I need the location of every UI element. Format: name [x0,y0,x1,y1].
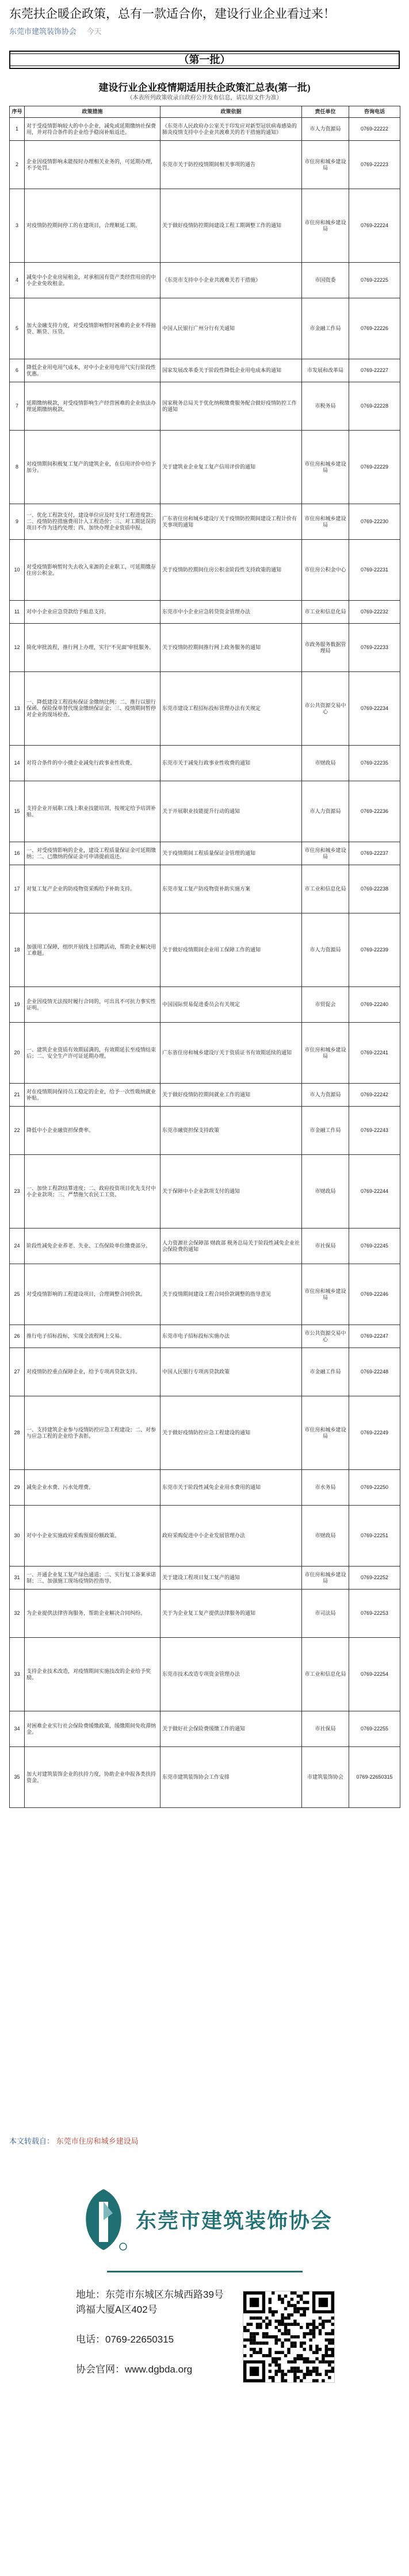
cell-unit: 市工业和信息化局 [302,865,349,913]
cell-phone: 0769-22250 [349,1470,400,1506]
table-row [10,672,400,746]
cell-measure: 一、建筑企业资质有效期届满的，有效期延长至疫情结束后；二、安全生产许可证延期办理。 [25,1023,160,1084]
cell-phone: 0769-22243 [349,1107,400,1155]
cell-measure: 阶段性减免企业养老、失业、工伤保险单位缴费部分。 [25,1229,160,1264]
table-row [10,1470,400,1506]
cell-phone: 0769-22230 [349,504,400,540]
cell-measure: 对复工复产企业的防疫物资采购给予补助支持。 [25,865,160,913]
article-header [0,0,409,37]
cell-no: 2 [10,141,25,189]
batch-banner [9,51,400,69]
table-row [10,746,400,781]
header-basis: 政策依据 [160,106,302,118]
cell-unit: 市住房和城乡建设局 [302,189,349,263]
cell-no: 27 [10,1348,25,1396]
cell-measure: 加强用工保障，组织开展线上招聘活动，帮助企业解决用工难题。 [25,913,160,987]
cell-measure: 降低企业用电用气成本，对中小企业用电用气实行阶段性优惠。 [25,359,160,382]
cell-no: 28 [10,1396,25,1470]
cell-measure: 对在疫情期间保持员工稳定的企业，给予一次性吸纳就业补贴。 [25,1084,160,1107]
table-row [10,1567,400,1590]
cell-basis: 东莞市中小企业应急转贷资金管理办法 [160,601,302,624]
cell-no: 8 [10,431,25,504]
cell-no: 35 [10,1747,25,1808]
table-row [10,298,400,359]
table-row [10,1348,400,1396]
cell-basis: 关于疫情防控期间住房公积金阶段性支持政策的通知 [160,540,302,601]
cell-no: 10 [10,540,25,601]
cell-basis: 东莞市融资担保支持政策 [160,1107,302,1155]
cell-unit: 市人力资源局 [302,118,349,141]
cell-basis: 关于疫情防控期间推行网上政务服务的通知 [160,624,302,672]
cell-phone: 0769-22244 [349,1155,400,1229]
cell-unit: 市金融工作局 [302,298,349,359]
cell-phone: 0769-22254 [349,1638,400,1711]
table-row [10,1264,400,1325]
cell-measure: 对符合条件的中小微企业减免行政事业性收费。 [25,746,160,781]
cell-unit: 市财政局 [302,1155,349,1229]
policy-table [9,106,400,1808]
table-row [10,189,400,263]
cell-basis: 关于开展职业技能提升行动的通知 [160,781,302,842]
cell-measure: 企业因疫情影响未能按时办理相关业务的，可延期办理，不予处罚。 [25,141,160,189]
cell-phone: 0769-22229 [349,431,400,504]
cell-no: 1 [10,118,25,141]
cell-phone: 0769-22240 [349,987,400,1023]
cell-basis: 东莞市建筑装饰协会工作安排 [160,1747,302,1808]
cell-measure: 一、对受疫情影响的企业，建设工程质量保证金可延期缴纳；二、已缴纳的保证金可申请提前返还。 [25,842,160,865]
cell-basis: 东莞市复工复产防疫物资补助实施方案 [160,865,302,913]
cell-measure: 一、优化工程款支付，建设单位应及时支付工程进度款；二、疫情防控措施费用计入工程造价；三、对工期延误的项目不作为违约处理；四、加快办理企业资质申报。 [25,504,160,540]
cell-no: 23 [10,1155,25,1229]
cell-unit: 市建筑装饰协会 [302,1747,349,1808]
cell-unit: 市住房和城乡建设局 [302,504,349,540]
contact-lines [76,2287,225,2392]
cell-phone: 0769-22227 [349,359,400,382]
cell-no: 4 [10,263,25,298]
source-label: 本文转载自： [9,2137,55,2145]
table-body [10,118,400,1808]
cell-unit: 市国资委 [302,263,349,298]
cell-phone: 0769-22255 [349,1711,400,1747]
cell-basis: 东莞市关于防控疫情期间相关事项的通告 [160,141,302,189]
cell-no: 18 [10,913,25,987]
cell-measure: 加大对建筑装饰企业的扶持力度，协助企业申报各类扶持资金。 [25,1747,160,1808]
cell-no: 31 [10,1567,25,1590]
website-line[interactable]: 协会官网：www.dgbda.org [76,2364,193,2375]
cell-unit: 市住房和城乡建设局 [302,1396,349,1470]
cell-basis: 《东莞市人民政府办公室关于印发应对新型冠状病毒感染的肺炎疫情支持中小企业共渡难关的若干措施的通知》 [160,118,302,141]
cell-unit: 市司法局 [302,1590,349,1638]
cell-unit: 市社保局 [302,1711,349,1747]
cell-unit: 市发展和改革局 [302,359,349,382]
cell-basis: 东莞市建设工程招标投标管理办法有关规定 [160,672,302,746]
cell-phone: 0769-22252 [349,1567,400,1590]
contact-block [76,2287,360,2529]
cell-measure: 对困难企业实行社会保险费缓缴政策，缓缴期间免收滞纳金。 [25,1711,160,1747]
table-row [10,1506,400,1567]
cell-phone: 0769-22222 [349,118,400,141]
cell-measure: 减免企业水费、污水处理费。 [25,1470,160,1506]
cell-unit: 市住房和城乡建设局 [302,1023,349,1084]
batch-banner-label: （第一批） [178,54,231,66]
cell-measure: 支持企业开展职工线上职业技能培训，按规定给予培训补贴。 [25,781,160,842]
cell-basis: 关于建设工程项目复工复产的通知 [160,1567,302,1590]
cell-basis: 关于疫情期间建设工程合同价款调整的指导意见 [160,1264,302,1325]
cell-no: 25 [10,1264,25,1325]
cell-unit: 市人力资源局 [302,781,349,842]
cell-basis: 关于做好疫情防控期间就业工作的通知 [160,1084,302,1107]
cell-no: 26 [10,1325,25,1348]
cell-no: 13 [10,672,25,746]
association-name: 东莞市建筑装饰协会 [135,2208,332,2232]
table-row [10,1084,400,1107]
table-row [10,382,400,431]
cell-basis: 关于为企业复工复产提供法律服务的通知 [160,1590,302,1638]
cell-measure: 一、降低建设工程投标保证金缴纳比例；二、推行以银行保函、保险保单替代现金缴纳保证金；三、疫情期间暂停对企业的现场检查。 [25,672,160,746]
header-unit: 责任单位 [302,106,349,118]
table-row [10,540,400,601]
cell-unit: 市财政局 [302,746,349,781]
cell-no: 16 [10,842,25,865]
publish-date: 今天 [86,27,102,36]
cell-unit: 市水务局 [302,1470,349,1506]
table-row [10,987,400,1023]
cell-unit: 市住房和城乡建设局 [302,1264,349,1325]
cell-basis: 中国人民银行广州分行有关通知 [160,298,302,359]
cell-phone: 0769-22238 [349,865,400,913]
cell-phone: 0769-22232 [349,601,400,624]
footer-divider [107,2271,303,2272]
cell-basis: 《东莞市支持中小企业共渡难关若干措施》 [160,263,302,298]
cell-unit: 市工业和信息化局 [302,601,349,624]
cell-phone: 0769-22242 [349,1084,400,1107]
cell-unit: 市住房公积金中心 [302,540,349,601]
cell-no: 22 [10,1107,25,1155]
table-header-row [10,106,400,118]
cell-basis: 广东省住房和城乡建设厅关于资质证书有效期延续的通知 [160,1023,302,1084]
cell-no: 21 [10,1084,25,1107]
cell-no: 17 [10,865,25,913]
cell-measure: 对疫情期间积极复工复产的建筑企业，在信用评价中给予加分。 [25,431,160,504]
association-card [49,2167,360,2564]
cell-unit: 市税务局 [302,382,349,431]
cell-measure: 对受疫情影响的工程建设项目，合理调整合同价款。 [25,1264,160,1325]
cell-measure: 减免中小企业房屋租金，对承租国有资产类经营用房的中小企业免收租金。 [25,263,160,298]
cell-phone: 0769-22246 [349,1264,400,1325]
cell-basis: 关于建筑业企业复工复产信用评价的通知 [160,431,302,504]
cell-phone: 0769-22251 [349,1506,400,1567]
cell-unit: 市人力资源局 [302,913,349,987]
cell-measure: 对于受疫情影响较大的中小企业，减免或延期缴纳社保费用，并对符合条件的企业给予稳岗补贴返还。 [25,118,160,141]
cell-basis: 东莞市关于减免行政事业性收费的通知 [160,746,302,781]
cell-unit: 市住房和城乡建设局 [302,842,349,865]
cell-measure: 一、加快工程款结算进度；二、政府投资项目优先支付中小企业款项；三、严禁拖欠农民工工资。 [25,1155,160,1229]
cell-no: 6 [10,359,25,382]
cell-phone: 0769-22236 [349,781,400,842]
cell-unit: 市金融工作局 [302,1107,349,1155]
cell-unit: 市公共资源交易中心 [302,1325,349,1348]
cell-phone: 0769-22234 [349,672,400,746]
cell-basis: 中国国际贸易促进委员会有关规定 [160,987,302,1023]
cell-unit: 市金融工作局 [302,1348,349,1396]
cell-no: 29 [10,1470,25,1506]
cell-basis: 中国人民银行专项再贷款政策 [160,1348,302,1396]
cell-measure: 对受疫情影响暂时失去收入来源的企业职工，可延期缴存住房公积金。 [25,540,160,601]
cell-unit: 市财政局 [302,1506,349,1567]
cell-basis: 国家发展改革委关于阶段性降低企业用电成本的通知 [160,359,302,382]
cell-unit: 市政务服务数据管理局 [302,624,349,672]
cell-no: 11 [10,601,25,624]
table-row [10,865,400,913]
cell-unit: 市住房和城乡建设局 [302,1567,349,1590]
cell-measure: 一、开通企业复工复产绿色通道；二、实行复工备案承诺制；三、加强施工现场疫情防控指导。 [25,1567,160,1590]
cell-no: 14 [10,746,25,781]
table-row [10,1229,400,1264]
cell-basis: 东莞市关于阶段性减免企业用水费用的通知 [160,1470,302,1506]
article-meta [9,26,400,37]
cell-phone: 0769-22235 [349,746,400,781]
table-row [10,1023,400,1084]
cell-unit: 市人力资源局 [302,1084,349,1107]
cell-no: 24 [10,1229,25,1264]
table-row [10,1107,400,1155]
address-line: 地址：东莞市东城区东城西路39号鸿福大厦A区402号 [76,2289,224,2315]
cell-no: 3 [10,189,25,263]
cell-measure: 延期缴纳税款，对受疫情影响生产经营困难的企业依法办理延期缴纳税款。 [25,382,160,431]
cell-no: 15 [10,781,25,842]
cell-phone: 0769-22223 [349,141,400,189]
cell-measure: 推行电子招标投标，实现全流程网上交易。 [25,1325,160,1348]
cell-basis: 关于疫情期间工程质量保证金管理的通知 [160,842,302,865]
cell-unit: 市工业和信息化局 [302,1638,349,1711]
table-row [10,118,400,141]
cell-phone: 0769-22224 [349,189,400,263]
cell-measure: 对疫情防控期间停工的在建项目，合理顺延工期。 [25,189,160,263]
table-row [10,1638,400,1711]
cell-basis: 关于做好疫情期间企业用工保障工作的通知 [160,913,302,987]
cell-no: 32 [10,1590,25,1638]
cell-unit: 市贸促会 [302,987,349,1023]
cell-basis: 东莞市技术改造专项资金管理办法 [160,1638,302,1711]
table-row [10,141,400,189]
cell-phone: 0769-22239 [349,913,400,987]
cell-phone: 0769-22228 [349,382,400,431]
cell-basis: 人力资源社会保障部 财政部 税务总局关于阶段性减免企业社会保险费的通知 [160,1229,302,1264]
cell-measure: 一、支持建筑企业参与疫情防控应急工程建设；二、对参与应急工程的企业给予表彰。 [25,1396,160,1470]
cell-no: 5 [10,298,25,359]
cell-phone: 0769-22226 [349,298,400,359]
cell-measure: 对中小企业应急贷款给予贴息支持。 [25,601,160,624]
cell-phone: 0769-22231 [349,540,400,601]
table-row [10,1325,400,1348]
cell-measure: 降低中小企业融资担保费率。 [25,1107,160,1155]
cell-phone: 0769-22237 [349,842,400,865]
table-row [10,781,400,842]
header-no: 序号 [10,106,25,118]
table-row [10,1590,400,1638]
header-phone: 咨询电话 [349,106,400,118]
cell-basis: 政府采购促进中小企业发展管理办法 [160,1506,302,1567]
cell-phone: 0769-22650315 [349,1747,400,1808]
header-measure: 政策措施 [25,106,160,118]
cell-unit: 市社保局 [302,1229,349,1264]
table-row [10,1396,400,1470]
cell-no: 9 [10,504,25,540]
article-title: 东莞扶企暖企政策，总有一款适合你，建设行业企业看过来！ [9,7,335,21]
cell-measure: 支持企业技术改造，对疫情期间实施技改的企业给予奖励。 [25,1638,160,1711]
cell-phone: 0769-22249 [349,1396,400,1470]
association-logo-icon [77,2185,130,2253]
cell-basis: 关于做好社会保险费缓缴工作的通知 [160,1711,302,1747]
table-row [10,263,400,298]
cell-unit: 市住房和城乡建设局 [302,431,349,504]
source-line [9,2136,409,2147]
cell-measure: 对中小企业实施政府采购预留份额政策。 [25,1506,160,1567]
source-name: 东莞市住房和城乡建设局 [56,2137,139,2145]
cell-basis: 东莞市电子招标投标实施办法 [160,1325,302,1348]
table-row [10,1747,400,1808]
cell-phone: 0769-22225 [349,263,400,298]
cell-basis: 关于做好疫情防控期间建设工程工期调整工作的通知 [160,189,302,263]
cell-no: 19 [10,987,25,1023]
cell-no: 7 [10,382,25,431]
phone-line: 电话：0769-22650315 [76,2334,174,2345]
cell-phone: 0769-22253 [349,1590,400,1638]
table-row [10,842,400,865]
cell-no: 20 [10,1023,25,1084]
cell-basis: 关于保障中小企业款项支付的通知 [160,1155,302,1229]
cell-phone: 0769-22247 [349,1325,400,1348]
cell-no: 34 [10,1711,25,1747]
doc-title: 建设行业企业疫情期适用扶企政策汇总表(第一批) [98,82,311,93]
cell-no: 33 [10,1638,25,1711]
policy-document [9,82,400,2094]
cell-measure: 企业因疫情无法按时履行合同的，可出具不可抗力事实性证明。 [25,987,160,1023]
cell-basis: 国家税务总局关于优化纳税缴费服务配合做好疫情防控工作的通知 [160,382,302,431]
doc-note: （本表所列政策收录自政府公开发布信息，请以原文件为准） [127,95,282,101]
cell-no: 30 [10,1506,25,1567]
cell-measure: 加大金融支持力度，对受疫情影响暂时困难的企业不得抽贷、断贷、压贷。 [25,298,160,359]
cell-measure: 对疫情防控重点保障企业，给予专项再贷款支持。 [25,1348,160,1396]
cell-no: 12 [10,624,25,672]
table-row [10,1155,400,1229]
table-row [10,504,400,540]
table-row [10,359,400,382]
logo-row [49,2185,360,2253]
cell-phone: 0769-22241 [349,1023,400,1084]
table-row [10,431,400,504]
cell-measure: 简化审批流程，推行网上办理，实行“不见面”审批服务。 [25,624,160,672]
cell-measure: 为企业提供法律咨询服务，帮助企业解决合同纠纷。 [25,1590,160,1638]
cell-unit: 市公共资源交易中心 [302,672,349,746]
table-row [10,913,400,987]
cell-phone: 0769-22233 [349,624,400,672]
qr-code-icon [243,2291,335,2383]
cell-basis: 关于做好疫情防控应急工程建设的通知 [160,1396,302,1470]
author-link[interactable]: 东莞市建筑装饰协会 [9,27,77,36]
cell-unit: 市住房和城乡建设局 [302,141,349,189]
cell-basis: 广东省住房和城乡建设厅关于疫情防控期间建设工程计价有关事项的通知 [160,504,302,540]
cell-phone: 0769-22248 [349,1348,400,1396]
table-row [10,1711,400,1747]
table-row [10,601,400,624]
table-row [10,624,400,672]
cell-phone: 0769-22245 [349,1229,400,1264]
